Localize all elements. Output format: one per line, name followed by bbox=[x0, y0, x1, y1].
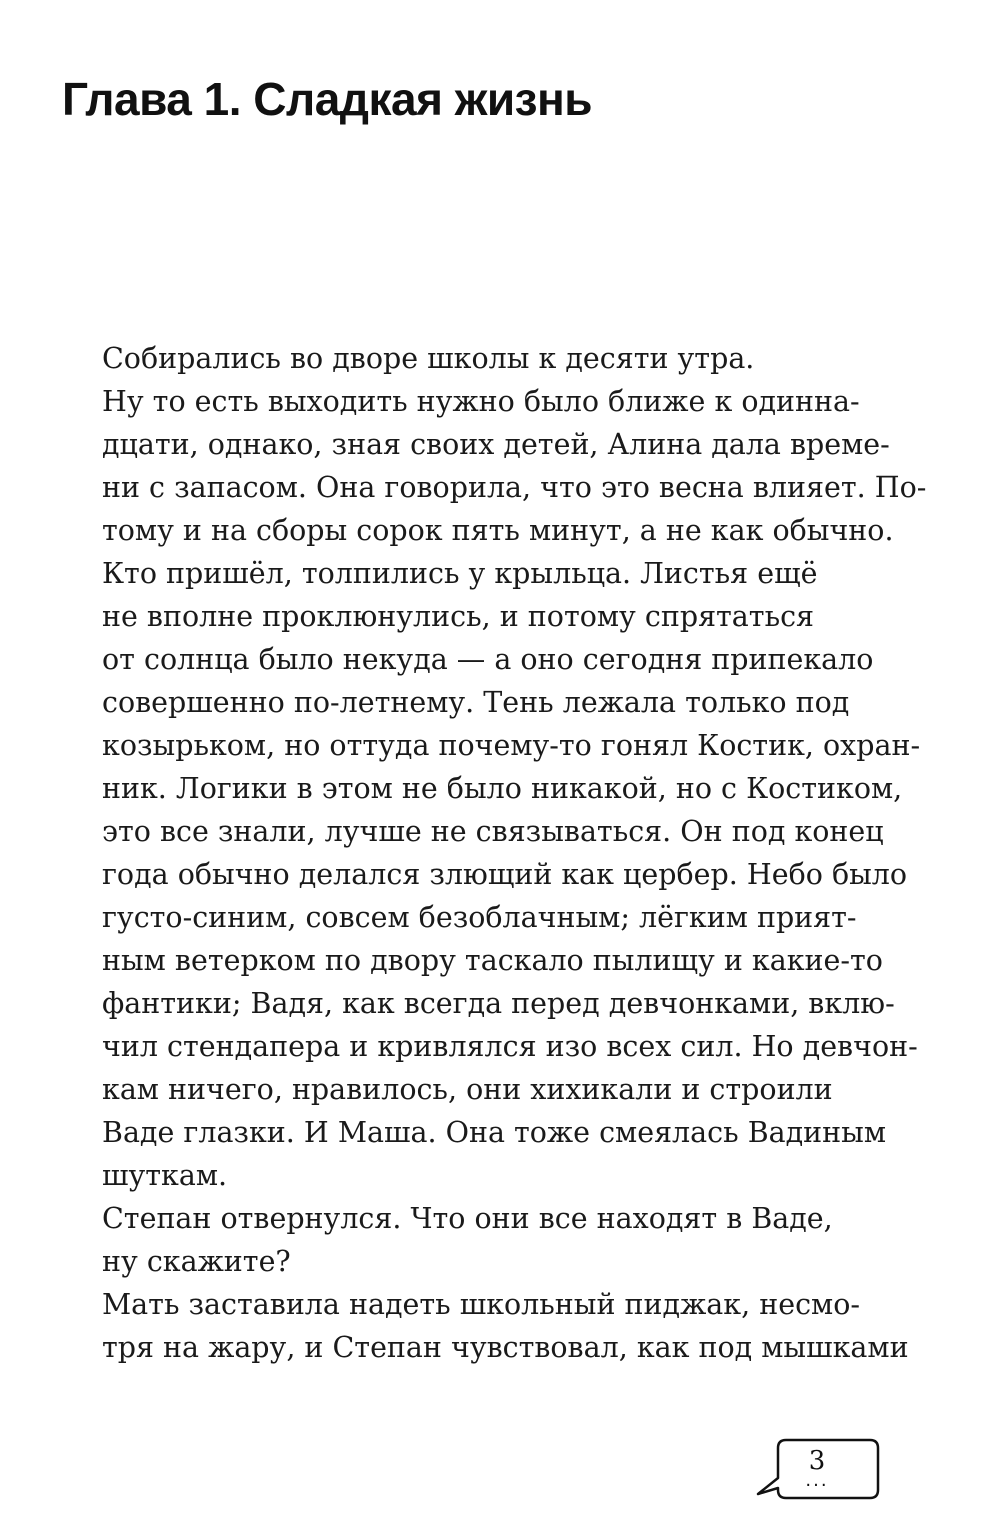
paragraph-2 bbox=[62, 552, 921, 1197]
text-line: шуткам. bbox=[102, 1159, 228, 1192]
chapter-body bbox=[62, 337, 927, 1369]
text-line: Кто пришёл, толпились у крыльца. Листья ещё bbox=[102, 557, 818, 590]
text-line: Степан отвернулся. Что они все находят в Ваде, bbox=[102, 1202, 833, 1235]
page-number: 3 bbox=[808, 1446, 826, 1476]
paragraph-3 bbox=[62, 1197, 882, 1283]
text-line: ни с запасом. Она говорила, что это весна влияет. По- bbox=[102, 471, 927, 504]
text-line: тому и на сборы сорок пять минут, а не как обычно. bbox=[102, 514, 894, 547]
text-line: ну скажите? bbox=[102, 1245, 291, 1278]
text-line: года обычно делался злющий как цербер. Небо было bbox=[102, 858, 908, 891]
text-line: от солнца было некуда — а оно сегодня припекало bbox=[102, 643, 874, 676]
text-line: фантики; Вадя, как всегда перед девчонками, вклю- bbox=[102, 987, 895, 1020]
text-line: не вполне проклюнулись, и потому спрятаться bbox=[102, 600, 815, 633]
text-line: Ваде глазки. И Маша. Она тоже смеялась Вадиным bbox=[102, 1116, 887, 1149]
text-line: тря на жару, и Степан чувствовал, как под мышками bbox=[102, 1331, 909, 1364]
text-line: совершенно по-летнему. Тень лежала только под bbox=[102, 686, 850, 719]
text-line: дцати, однако, зная своих детей, Алина дала време- bbox=[102, 428, 890, 461]
text-line: чил стендапера и кривлялся изо всех сил. Но девчон- bbox=[102, 1030, 918, 1063]
text-line: ник. Логики в этом не было никакой, но с Костиком, bbox=[102, 772, 903, 805]
text-line: это все знали, лучше не связываться. Он под конец bbox=[102, 815, 884, 848]
text-line: кам ничего, нравилось, они хихикали и строили bbox=[102, 1073, 833, 1106]
text-line: Ну то есть выходить нужно было ближе к одинна- bbox=[102, 385, 860, 418]
text-line: густо-синим, совсем безоблачным; лёгким прият- bbox=[102, 901, 857, 934]
bubble-dots: ... bbox=[805, 1470, 829, 1491]
paragraph-4 bbox=[62, 1283, 909, 1369]
text-line: козырьком, но оттуда почему-то гонял Костик, охран- bbox=[102, 729, 921, 762]
text-line: ным ветерком по двору таскало пылищу и какие-то bbox=[102, 944, 883, 977]
text-line: Мать заставила надеть школьный пиджак, несмо- bbox=[102, 1288, 860, 1321]
page-number-bubble bbox=[752, 1436, 882, 1508]
text-line: Собирались во дворе школы к десяти утра. bbox=[102, 342, 755, 375]
paragraph-1 bbox=[62, 337, 927, 552]
chapter-title: Глава 1. Сладкая жизнь bbox=[62, 73, 593, 125]
